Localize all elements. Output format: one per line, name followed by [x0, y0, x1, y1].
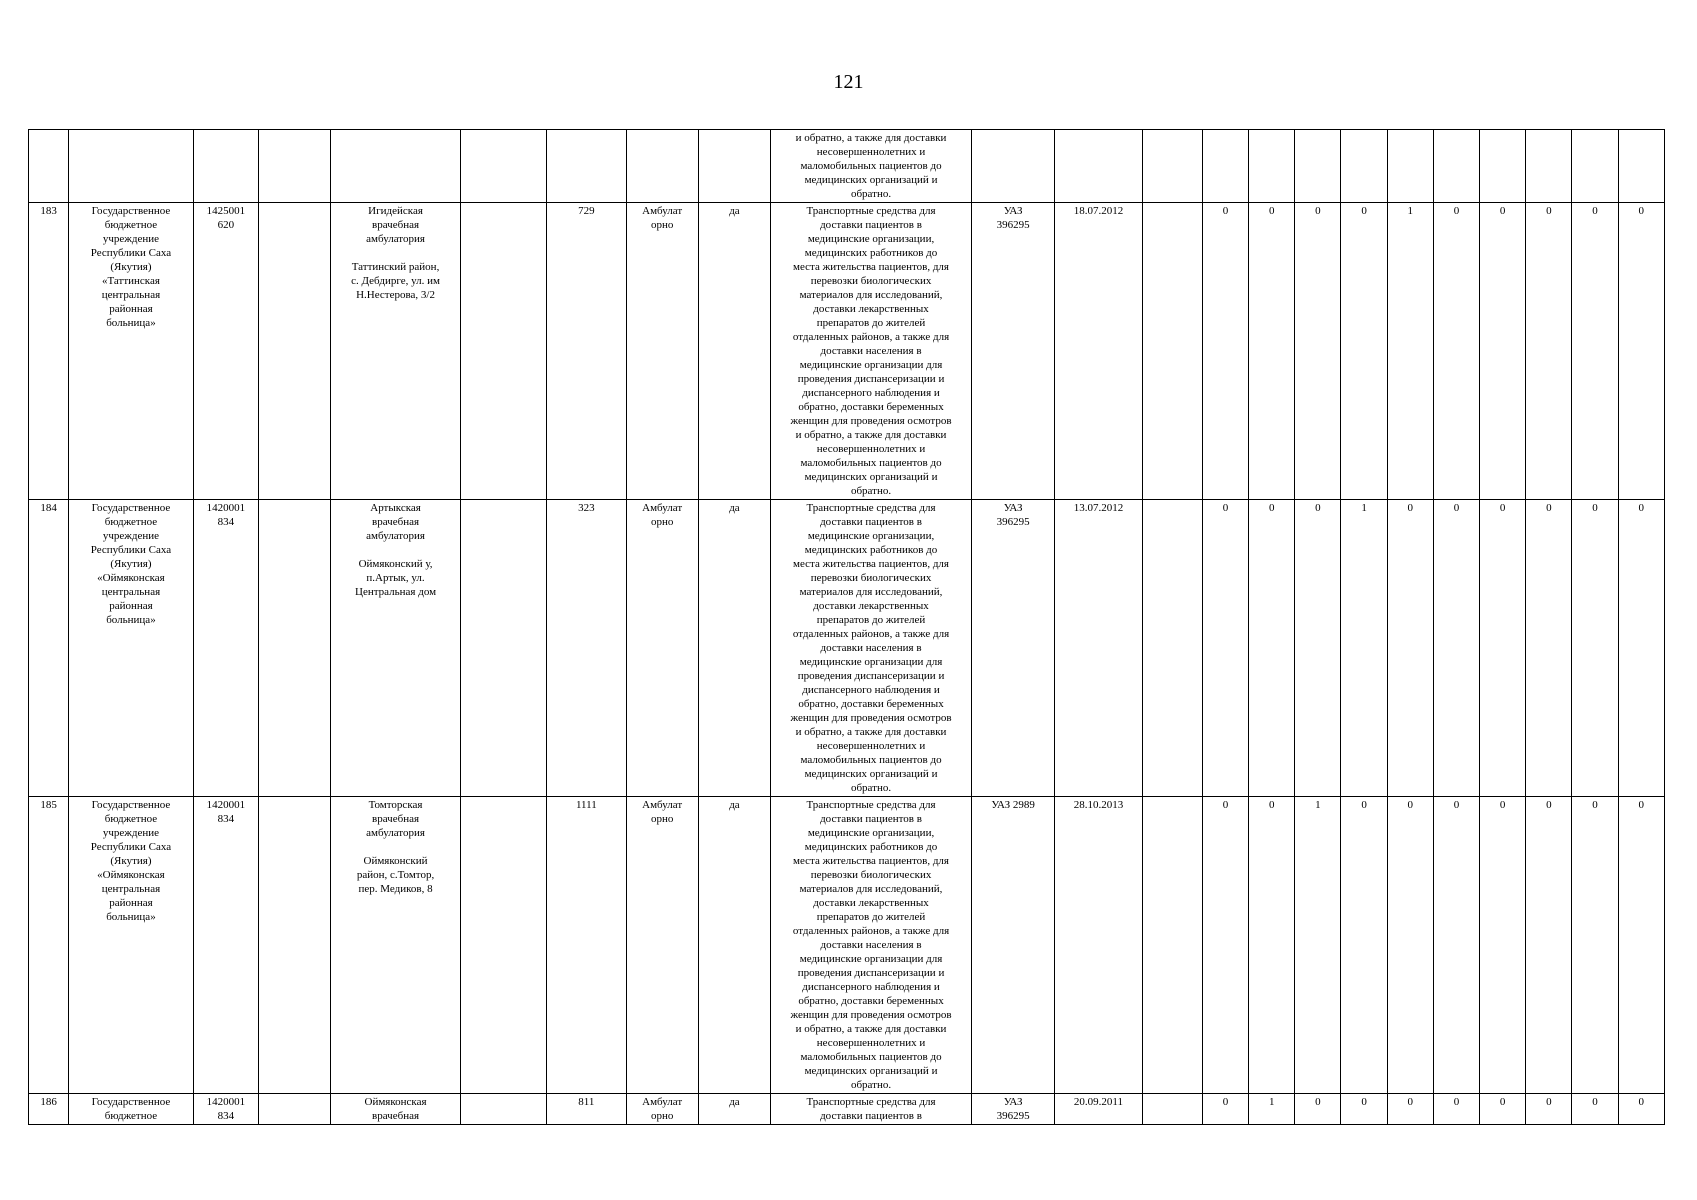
cell-population: 323	[547, 500, 626, 797]
vehicle-registry-table	[28, 129, 1665, 1125]
cell-purpose: и обратно, а также для доставки несовершеннолетних и маломобильных пациентов до медицинских организаций и обратно.	[771, 130, 972, 203]
cell-count: 0	[1295, 1094, 1341, 1125]
cell-count: 0	[1249, 203, 1295, 500]
cell-count	[1202, 130, 1248, 203]
cell-facility: Томторская врачебная амбулатория Оймяконский район, с.Томтор, пер. Медиков, 8	[331, 797, 461, 1094]
cell-count: 0	[1480, 1094, 1526, 1125]
cell-blank	[258, 1094, 330, 1125]
cell-date: 18.07.2012	[1055, 203, 1142, 500]
cell-count: 0	[1202, 797, 1248, 1094]
cell-count	[1572, 130, 1618, 203]
cell-blank	[460, 203, 546, 500]
cell-count: 0	[1618, 1094, 1664, 1125]
cell-purpose: Транспортные средства для доставки пациентов в	[771, 1094, 972, 1125]
cell-blank	[258, 797, 330, 1094]
cell-blank	[258, 130, 330, 203]
cell-count: 0	[1249, 500, 1295, 797]
cell-count	[1618, 130, 1664, 203]
cell-type: Амбулат орно	[626, 500, 698, 797]
table-row	[29, 500, 1665, 797]
cell-count: 0	[1480, 500, 1526, 797]
cell-count	[1295, 130, 1341, 203]
table-row-continuation	[29, 130, 1665, 203]
table-row	[29, 1094, 1665, 1125]
cell-count: 0	[1526, 1094, 1572, 1125]
cell-facility: Игидейская врачебная амбулатория Таттинский район, с. Дебдирге, ул. им Н.Нестерова, 3/2	[331, 203, 461, 500]
cell-count: 0	[1433, 797, 1479, 1094]
cell-count: 0	[1202, 1094, 1248, 1125]
cell-count: 0	[1618, 203, 1664, 500]
cell-count: 1	[1387, 203, 1433, 500]
table-row	[29, 203, 1665, 500]
cell-no: 186	[29, 1094, 69, 1125]
cell-date: 28.10.2013	[1055, 797, 1142, 1094]
cell-vehicle: УАЗ 2989	[971, 797, 1054, 1094]
cell-no: 185	[29, 797, 69, 1094]
cell-type: Амбулат орно	[626, 1094, 698, 1125]
cell-no: 183	[29, 203, 69, 500]
cell-org	[69, 130, 194, 203]
cell-flag: да	[698, 500, 770, 797]
cell-count	[1526, 130, 1572, 203]
cell-org: Государственное бюджетное учреждение Республики Саха (Якутия) «Оймяконская центральная районная больница»	[69, 500, 194, 797]
cell-flag: да	[698, 203, 770, 500]
cell-code: 1420001 834	[193, 797, 258, 1094]
cell-count	[1387, 130, 1433, 203]
cell-blank	[1142, 500, 1202, 797]
cell-blank	[258, 500, 330, 797]
cell-facility	[331, 130, 461, 203]
cell-type: Амбулат орно	[626, 203, 698, 500]
cell-org: Государственное бюджетное учреждение Республики Саха (Якутия) «Таттинская центральная районная больница»	[69, 203, 194, 500]
cell-population: 811	[547, 1094, 626, 1125]
cell-count: 0	[1295, 500, 1341, 797]
cell-count: 0	[1202, 203, 1248, 500]
cell-code: 1425001 620	[193, 203, 258, 500]
cell-count: 0	[1202, 500, 1248, 797]
cell-org: Государственное бюджетное учреждение Республики Саха (Якутия) «Оймяконская центральная районная больница»	[69, 797, 194, 1094]
cell-flag: да	[698, 797, 770, 1094]
cell-no	[29, 130, 69, 203]
cell-count: 0	[1526, 797, 1572, 1094]
cell-count	[1249, 130, 1295, 203]
cell-count: 0	[1572, 797, 1618, 1094]
cell-count: 0	[1387, 500, 1433, 797]
table-row	[29, 797, 1665, 1094]
cell-org: Государственное бюджетное	[69, 1094, 194, 1125]
cell-count: 0	[1480, 203, 1526, 500]
cell-vehicle	[971, 130, 1054, 203]
cell-flag	[698, 130, 770, 203]
cell-blank	[1142, 1094, 1202, 1125]
cell-count	[1341, 130, 1387, 203]
cell-date: 20.09.2011	[1055, 1094, 1142, 1125]
cell-count: 0	[1249, 797, 1295, 1094]
cell-blank	[1142, 797, 1202, 1094]
cell-count: 0	[1341, 203, 1387, 500]
cell-blank	[1142, 203, 1202, 500]
cell-population: 729	[547, 203, 626, 500]
cell-count: 0	[1433, 203, 1479, 500]
cell-count: 1	[1295, 797, 1341, 1094]
cell-facility: Оймяконская врачебная	[331, 1094, 461, 1125]
cell-blank	[460, 797, 546, 1094]
cell-count: 0	[1572, 500, 1618, 797]
cell-blank	[460, 130, 546, 203]
cell-count: 0	[1526, 500, 1572, 797]
cell-date: 13.07.2012	[1055, 500, 1142, 797]
cell-code: 1420001 834	[193, 1094, 258, 1125]
cell-facility: Артыкская врачебная амбулатория Оймяконский у, п.Артык, ул. Центральная дом	[331, 500, 461, 797]
cell-population: 1111	[547, 797, 626, 1094]
cell-vehicle: УАЗ 396295	[971, 1094, 1054, 1125]
cell-blank	[460, 1094, 546, 1125]
cell-population	[547, 130, 626, 203]
cell-count: 0	[1526, 203, 1572, 500]
cell-count: 0	[1618, 500, 1664, 797]
cell-vehicle: УАЗ 396295	[971, 500, 1054, 797]
cell-count: 0	[1572, 203, 1618, 500]
cell-purpose: Транспортные средства для доставки пациентов в медицинские организации, медицинских работников до места жительства пациентов, для перевозки биологических материалов для исследований, доставки лекарственных препаратов до жителей отдаленных районов, а также для доставки населения в медицинские организации для проведения диспансеризации и диспансерного наблюдения и обратно, доставки беременных женщин для проведения осмотров и обратно, а также для доставки несовершеннолетних и маломобильных пациентов до медицинских организаций и обратно.	[771, 500, 972, 797]
cell-vehicle: УАЗ 396295	[971, 203, 1054, 500]
cell-count: 0	[1387, 1094, 1433, 1125]
cell-count: 0	[1433, 500, 1479, 797]
cell-code	[193, 130, 258, 203]
page-number: 121	[833, 71, 864, 93]
cell-count: 1	[1341, 500, 1387, 797]
cell-flag: да	[698, 1094, 770, 1125]
cell-blank	[460, 500, 546, 797]
cell-type: Амбулат орно	[626, 797, 698, 1094]
cell-code: 1420001 834	[193, 500, 258, 797]
cell-purpose: Транспортные средства для доставки пациентов в медицинские организации, медицинских работников до места жительства пациентов, для перевозки биологических материалов для исследований, доставки лекарственных препаратов до жителей отдаленных районов, а также для доставки населения в медицинские организации для проведения диспансеризации и диспансерного наблюдения и обратно, доставки беременных женщин для проведения осмотров и обратно, а также для доставки несовершеннолетних и маломобильных пациентов до медицинских организаций и обратно.	[771, 203, 972, 500]
cell-count: 0	[1480, 797, 1526, 1094]
cell-count: 0	[1433, 1094, 1479, 1125]
cell-count	[1480, 130, 1526, 203]
cell-count: 0	[1572, 1094, 1618, 1125]
cell-count: 0	[1341, 797, 1387, 1094]
cell-date	[1055, 130, 1142, 203]
cell-no: 184	[29, 500, 69, 797]
cell-blank	[1142, 130, 1202, 203]
cell-purpose: Транспортные средства для доставки пациентов в медицинские организации, медицинских работников до места жительства пациентов, для перевозки биологических материалов для исследований, доставки лекарственных препаратов до жителей отдаленных районов, а также для доставки населения в медицинские организации для проведения диспансеризации и диспансерного наблюдения и обратно, доставки беременных женщин для проведения осмотров и обратно, а также для доставки несовершеннолетних и маломобильных пациентов до медицинских организаций и обратно.	[771, 797, 972, 1094]
cell-count	[1433, 130, 1479, 203]
cell-count: 0	[1295, 203, 1341, 500]
cell-count: 0	[1341, 1094, 1387, 1125]
cell-count: 0	[1387, 797, 1433, 1094]
cell-blank	[258, 203, 330, 500]
cell-type	[626, 130, 698, 203]
cell-count: 0	[1618, 797, 1664, 1094]
cell-count: 1	[1249, 1094, 1295, 1125]
